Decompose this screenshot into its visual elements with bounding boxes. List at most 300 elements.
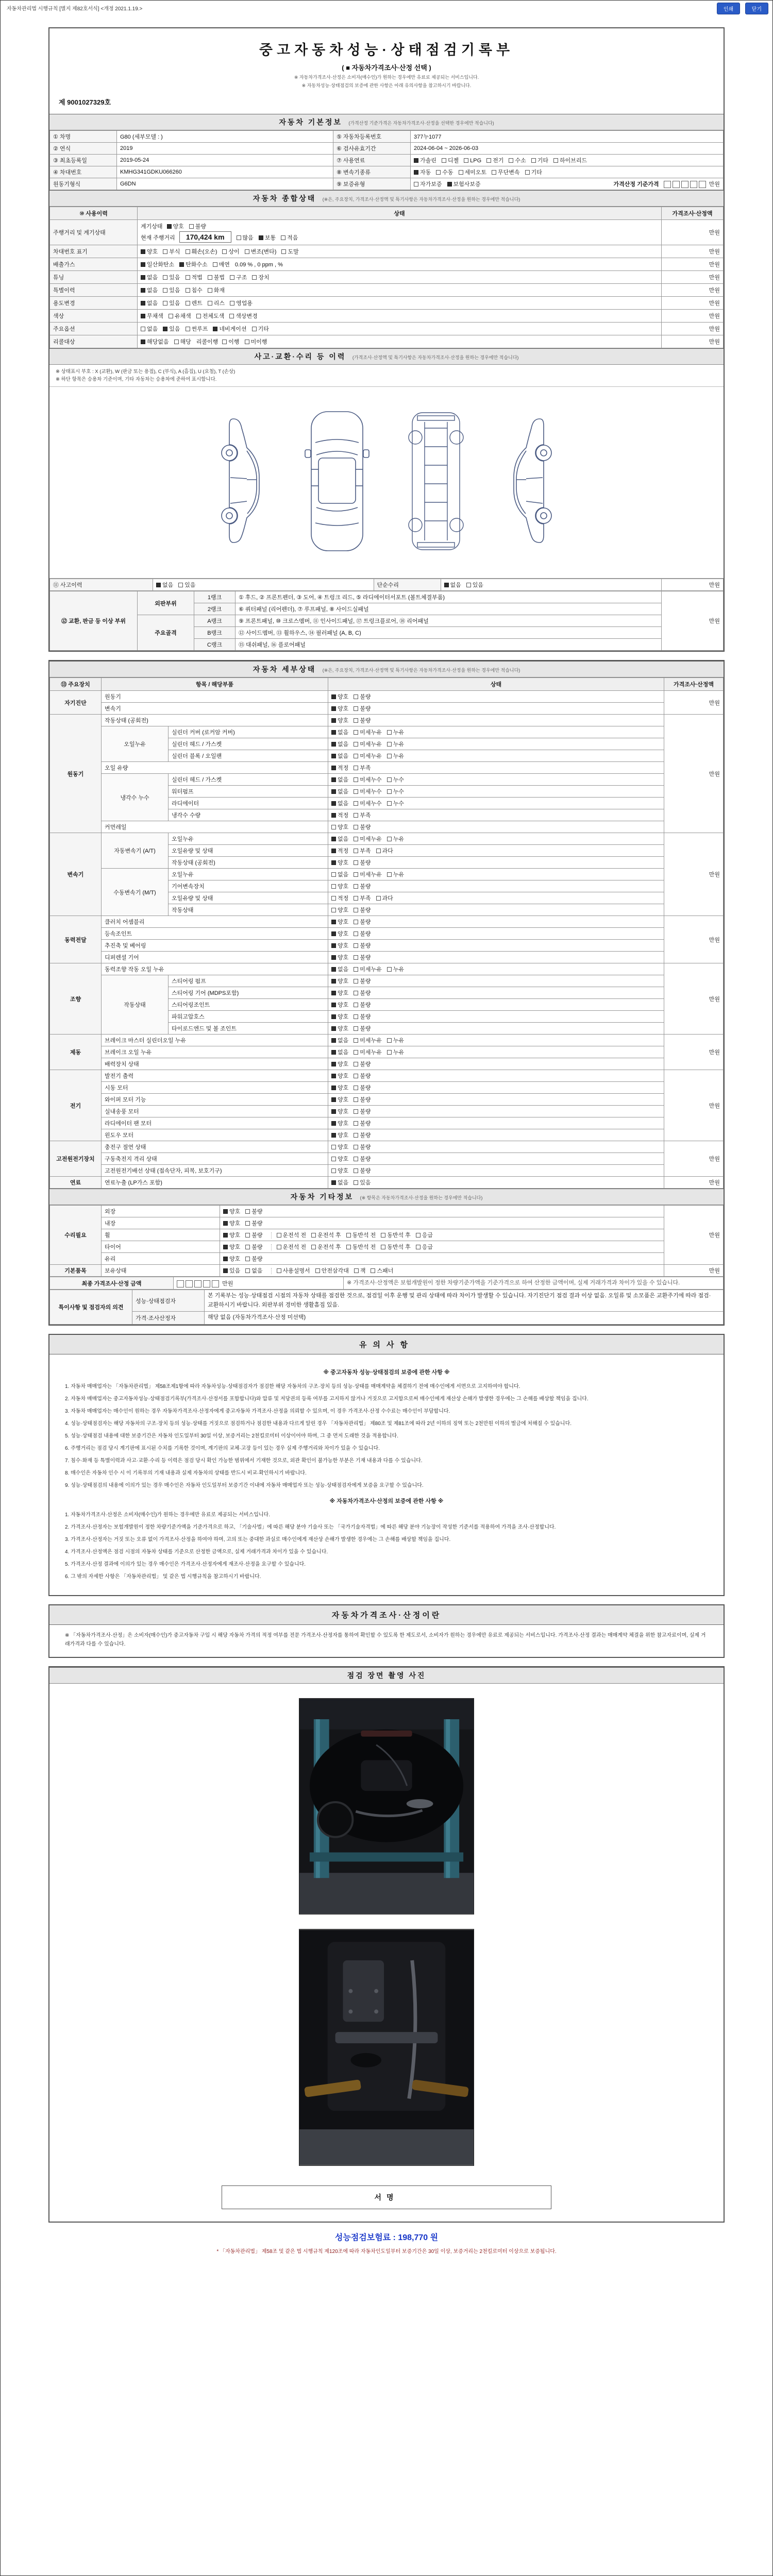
appraiser-label: 가격·조사산정자 xyxy=(132,1312,205,1325)
checkbox-label: 보통 xyxy=(264,235,276,242)
checkbox-option xyxy=(414,180,442,188)
state-column-header: 상태 xyxy=(138,207,662,220)
summary-state xyxy=(138,258,662,271)
checkbox-label: 미세누유 xyxy=(360,836,382,843)
checkbox-label: 불량 xyxy=(360,1073,371,1080)
checkbox-option xyxy=(331,1012,348,1021)
checkbox-label: 양호 xyxy=(338,1121,349,1127)
checkbox-option xyxy=(354,870,382,878)
checkbox-empty xyxy=(354,1003,358,1007)
price-digit-box xyxy=(699,181,706,188)
checkbox-label: 불량 xyxy=(360,1097,371,1104)
detail-state xyxy=(328,869,664,880)
checkbox-group xyxy=(141,287,186,294)
checkbox-label: 자동 xyxy=(420,170,431,176)
detail-state xyxy=(328,726,664,738)
checkbox-label: 불량 xyxy=(251,1244,263,1251)
checkbox-checked xyxy=(447,182,452,187)
checkbox-label: 불량 xyxy=(360,1014,371,1021)
checkbox-label: 썬루프 xyxy=(191,326,208,333)
inspector-label: 성능·상태점검자 xyxy=(132,1290,205,1311)
checkbox-option xyxy=(331,870,348,878)
checkbox-option xyxy=(186,286,203,294)
document-number: 제 9001027329호 xyxy=(59,98,111,106)
checkbox-empty xyxy=(354,694,358,699)
checkbox-option xyxy=(416,1231,433,1239)
checkbox-empty xyxy=(354,742,358,747)
checkbox-option xyxy=(553,156,587,164)
summary-state xyxy=(138,323,662,335)
detail-state xyxy=(328,703,664,715)
summary-item-label: 배출가스 xyxy=(50,258,138,271)
checkbox-label: 없음 xyxy=(338,777,349,784)
checkbox-empty xyxy=(222,249,227,254)
checkbox-label: 부족 xyxy=(360,895,371,902)
checkbox-checked xyxy=(223,1233,228,1238)
checkbox-empty xyxy=(354,967,358,972)
checkbox-checked xyxy=(331,789,336,794)
checkbox-empty xyxy=(387,730,392,735)
detail-state xyxy=(328,880,664,892)
checkbox-checked xyxy=(331,837,336,841)
checkbox-empty xyxy=(354,896,358,901)
checkbox-empty xyxy=(354,1145,358,1149)
rank-group-label: 외판부위 xyxy=(138,591,194,615)
checkbox-empty xyxy=(354,1157,358,1161)
checkbox-option xyxy=(245,247,277,256)
checkbox-empty xyxy=(354,706,358,711)
device-label: 조향 xyxy=(50,963,102,1035)
checkbox-group xyxy=(331,955,376,961)
item-column-header: 항목 / 해당부품 xyxy=(102,678,328,691)
detail-row xyxy=(50,762,724,774)
checkbox-group xyxy=(331,777,409,783)
checkbox-label: 양호 xyxy=(338,884,349,890)
checkbox-label: 전체도색 xyxy=(202,313,225,320)
signature-area xyxy=(222,2185,551,2209)
checkbox-empty xyxy=(141,327,145,331)
checkbox-option xyxy=(141,247,158,256)
checkbox-label: 불량 xyxy=(360,694,371,701)
price-digit-box xyxy=(212,1280,219,1287)
checkbox-option xyxy=(311,1231,341,1239)
state-line xyxy=(141,298,658,308)
checkbox-label: 응급 xyxy=(422,1232,433,1239)
checkbox-empty xyxy=(354,860,358,865)
checkbox-option xyxy=(466,581,483,589)
checkbox-option xyxy=(331,692,348,701)
checkbox-checked xyxy=(163,327,167,331)
checkbox-option xyxy=(223,1243,240,1251)
checkbox-label: 양호 xyxy=(338,943,349,950)
summary-item-label: 주요옵션 xyxy=(50,323,138,335)
final-price-label: 최종 가격조사·산정 금액 xyxy=(50,1277,174,1290)
checkbox-empty xyxy=(414,182,418,187)
section-accident-title: 사고·교환·수리 등 이력 xyxy=(254,352,346,361)
checkbox-label: 무단변속 xyxy=(498,170,520,176)
detail-state xyxy=(220,1253,664,1265)
checkbox-option xyxy=(331,835,348,843)
checkbox-empty xyxy=(354,1268,359,1273)
checkbox-label: 누유 xyxy=(393,741,405,748)
checkbox-option xyxy=(163,273,180,281)
extra-options xyxy=(271,1244,439,1250)
rank-label: 2랭크 xyxy=(194,603,236,615)
checkbox-label: 누수 xyxy=(393,777,405,784)
checkbox-checked xyxy=(331,1014,336,1019)
checkbox-option xyxy=(354,1072,371,1080)
notice-list-2 xyxy=(65,1511,708,1582)
checkbox-empty xyxy=(354,837,358,841)
checkbox-option xyxy=(331,953,348,961)
checkbox-label: 누유 xyxy=(393,1038,405,1044)
item-label: 변속기 xyxy=(102,703,328,715)
checkbox-group xyxy=(331,1156,376,1162)
checkbox-group xyxy=(223,1221,268,1227)
checkbox-label: 양호 xyxy=(338,907,349,914)
checkbox-option xyxy=(141,312,163,320)
base-price-label: 가격산정 기준가격 xyxy=(613,181,659,188)
checkbox-label: 양호 xyxy=(229,1232,241,1239)
item-label: 커먼레일 xyxy=(102,821,328,833)
warranty-options xyxy=(414,181,486,188)
detail-state xyxy=(328,762,664,774)
checkbox-label: 미세누유 xyxy=(360,1049,382,1056)
checkbox-group xyxy=(252,326,274,332)
checkbox-option xyxy=(442,156,459,164)
checkbox-label: 불량 xyxy=(360,1132,371,1139)
checkbox-label: 적정 xyxy=(338,812,349,819)
checkbox-option xyxy=(141,286,158,294)
checkbox-label: 불량 xyxy=(360,978,371,985)
checkbox-group xyxy=(331,872,409,878)
inspection-photos xyxy=(49,1684,724,2170)
item-label: 파워고압호스 xyxy=(169,1011,328,1023)
checkbox-checked xyxy=(167,224,172,229)
checkbox-group xyxy=(331,919,376,925)
checkbox-label: 스패너 xyxy=(377,1268,394,1275)
checkbox-option xyxy=(331,882,348,890)
checkbox-label: 구조 xyxy=(236,275,247,281)
checkbox-empty xyxy=(311,1245,316,1249)
checkbox-option xyxy=(331,728,348,736)
checkbox-checked xyxy=(141,249,145,254)
checkbox-option xyxy=(354,1083,371,1092)
checkbox-empty xyxy=(354,1062,358,1066)
detail-row xyxy=(50,1082,724,1094)
engine-type-value: G6DN xyxy=(117,178,333,190)
checkbox-checked xyxy=(331,979,336,984)
checkbox-option xyxy=(354,1178,371,1187)
state-text: 현재 주행거리 xyxy=(141,235,175,242)
checkbox-label: 동반석 전 xyxy=(352,1244,376,1251)
item-label: 라디에이터 xyxy=(169,798,328,809)
device-label: 전기 xyxy=(50,1070,102,1141)
checkbox-option xyxy=(354,1060,371,1068)
checkbox-checked xyxy=(223,1268,228,1273)
checkbox-label: 양호 xyxy=(338,978,349,985)
checkbox-checked xyxy=(141,301,145,306)
checkbox-label: 없음 xyxy=(147,275,158,281)
detail-state xyxy=(328,928,664,940)
detail-state xyxy=(328,1035,664,1046)
base-price-unit: 만원 xyxy=(709,181,720,188)
checkbox-empty xyxy=(354,955,358,960)
checkbox-label: 불량 xyxy=(360,718,371,724)
checkbox-label: 없음 xyxy=(338,801,349,807)
item-label: 워터펌프 xyxy=(169,786,328,798)
summary-item-label: 특별이력 xyxy=(50,284,138,297)
checkbox-label: 양호 xyxy=(338,919,349,926)
checkbox-option xyxy=(196,312,225,320)
checkbox-empty xyxy=(354,872,358,877)
checkbox-label: 미세누유 xyxy=(360,753,382,760)
checkbox-option xyxy=(245,1243,262,1251)
detail-row xyxy=(50,1265,724,1277)
final-price-table xyxy=(49,1277,724,1290)
checkbox-empty xyxy=(346,1233,351,1238)
checkbox-checked xyxy=(331,718,336,723)
device-label: 연료 xyxy=(50,1177,102,1189)
detail-row xyxy=(50,1094,724,1106)
item-label: 와이퍼 모터 기능 xyxy=(102,1094,328,1106)
checkbox-option xyxy=(331,1024,348,1032)
checkbox-option xyxy=(169,312,191,320)
detail-state xyxy=(220,1229,664,1241)
checkbox-label: 보험사보증 xyxy=(453,181,481,188)
checkbox-label: 누유 xyxy=(393,753,405,760)
checkbox-label: 가솔린 xyxy=(420,158,436,164)
checkbox-option xyxy=(331,1119,348,1127)
checkbox-empty xyxy=(281,235,285,240)
damage-code-legend xyxy=(49,365,724,387)
detail-state xyxy=(328,809,664,821)
detail-state xyxy=(328,952,664,963)
checkbox-label: 일산화탄소 xyxy=(147,262,175,268)
checkbox-empty xyxy=(387,1050,392,1055)
checkbox-option xyxy=(331,1001,348,1009)
item-label: 작동상태 (공회전) xyxy=(102,715,328,726)
checkbox-empty xyxy=(442,158,446,163)
detail-state xyxy=(328,738,664,750)
summary-row xyxy=(50,220,724,245)
item-label: 실린더 헤드 / 가스켓 xyxy=(169,774,328,786)
checkbox-empty xyxy=(354,979,358,984)
checkbox-empty xyxy=(387,837,392,841)
checkbox-option xyxy=(376,846,393,855)
checkbox-group xyxy=(331,1121,376,1127)
detail-state xyxy=(328,892,664,904)
checkbox-option xyxy=(354,941,371,950)
checkbox-option xyxy=(179,260,208,268)
notice-item: 3. 자동차 매매업자는 매수인이 원하는 경우 자동차가격조사·산정자에게 중고자동차 가격조사·산정을 의뢰할 수 있으며, 이 경우 가격조사·산정 수수료는 매수인이 부담합니다. xyxy=(65,1408,450,1414)
checkbox-option xyxy=(331,965,348,973)
price-cell: 만원 xyxy=(662,297,724,310)
item-label: 충전구 절연 상태 xyxy=(102,1141,328,1153)
checkbox-option xyxy=(354,1107,371,1115)
notice-item: 2. 가격조사·산정자는 보험개발원이 정한 차량기준가액을 기준가격으로 하고, 「기술사법」에 따른 해당 분야 기술사 또는 「국가기술자격법」에 따른 해당 분야 기능장이 작성한 기준서를 적용하여 가격을 조사·산정합니다. xyxy=(65,1524,556,1531)
inspection-photo-2 xyxy=(299,1929,474,2166)
checkbox-option xyxy=(354,894,371,902)
detail-state xyxy=(328,1106,664,1117)
notice-item: 7. 침수·화재 등 특별이력과 사고·교환·수리 등 이력은 점검 당시 확인 가능한 범위에서 기재한 것으로, 외관 확인이 불가능한 부분은 기재 내용과 다를 수 있습니다. xyxy=(65,1458,423,1464)
checkbox-option xyxy=(141,273,158,281)
title-block xyxy=(49,28,724,114)
section-detail-header xyxy=(49,661,724,677)
checkbox-empty xyxy=(354,1038,358,1043)
form-reference-note: 자동차관리법 시행규칙 [별지 제82호서식] <개정 2021.1.19.> xyxy=(7,6,143,12)
checkbox-empty xyxy=(245,249,249,254)
checkbox-label: 불량 xyxy=(360,1168,371,1175)
checkbox-checked xyxy=(179,262,184,267)
checkbox-group xyxy=(141,326,186,332)
detail-row xyxy=(50,1106,724,1117)
checkbox-group xyxy=(331,706,376,712)
checkbox-option xyxy=(245,1266,262,1275)
summary-state xyxy=(138,284,662,297)
checkbox-group xyxy=(331,1026,376,1032)
checkbox-label: 누유 xyxy=(393,730,405,736)
checkbox-empty xyxy=(252,275,257,280)
checkbox-empty xyxy=(252,327,257,331)
checkbox-option xyxy=(354,1155,371,1163)
checkbox-option xyxy=(245,1255,262,1263)
checkbox-label: 양호 xyxy=(338,1085,349,1092)
checkbox-label: 이행 xyxy=(228,339,240,346)
checkbox-empty xyxy=(245,1233,250,1238)
checkbox-option xyxy=(277,1243,307,1251)
detail-row xyxy=(50,1058,724,1070)
rank-parts: ⑫ 사이드멤버, ⑬ 휠하우스, ⑭ 필러패널 (A, B, C) xyxy=(236,627,662,639)
checkbox-label: 불량 xyxy=(360,931,371,938)
final-price-boxes xyxy=(177,1281,221,1287)
extra-options xyxy=(271,1268,399,1274)
checkbox-option xyxy=(354,823,371,831)
checkbox-label: 미세누유 xyxy=(360,967,382,973)
checkbox-empty xyxy=(354,1121,358,1126)
checkbox-group xyxy=(222,339,272,345)
item-label: 오일 유량 xyxy=(102,762,328,774)
checkbox-label: 불량 xyxy=(360,1026,371,1032)
notice-item: 1. 자동차가격조사·산정은 소비자(매수인)가 원하는 경우에만 유료로 제공되는 서비스입니다. xyxy=(65,1512,270,1518)
checkbox-option xyxy=(387,870,404,878)
checkbox-option xyxy=(387,787,404,795)
checkbox-checked xyxy=(331,694,336,699)
checkbox-option xyxy=(354,752,382,760)
checkbox-empty xyxy=(174,340,179,344)
close-button[interactable]: 닫기 xyxy=(745,3,768,14)
checkbox-empty xyxy=(354,801,358,806)
checkbox-option xyxy=(376,894,393,902)
checkbox-empty xyxy=(354,884,358,889)
item-label: 실린더 블록 / 오일팬 xyxy=(169,750,328,762)
checkbox-group xyxy=(156,582,201,588)
state-text: 계기상태 xyxy=(141,224,163,230)
checkbox-empty xyxy=(208,275,212,280)
checkbox-option xyxy=(163,325,180,333)
checkbox-checked xyxy=(331,706,336,711)
notice-intro: ※ 중고자동차 성능·상태점검의 보증에 관한 사항 ※ xyxy=(323,1369,450,1376)
checkbox-label: 양호 xyxy=(229,1244,241,1251)
notice-item: 3. 가격조사·산정자는 거짓 또는 오류 없이 가격조사·산정을 하여야 하며, 고의 또는 중대한 과실로 매수인에게 재산상 손해가 발생한 경우에는 그 손해를 배상할 책임을 집니다. xyxy=(65,1537,451,1543)
checkbox-label: 양호 xyxy=(229,1221,241,1227)
summary-row xyxy=(50,258,724,271)
detail-state xyxy=(328,975,664,987)
checkbox-empty xyxy=(354,1097,358,1102)
summary-item-label: 주행거리 및 계기상태 xyxy=(50,220,138,245)
checkbox-option xyxy=(354,764,371,772)
checkbox-option xyxy=(252,273,269,281)
detail-row xyxy=(50,963,724,975)
checkbox-label: 불량 xyxy=(360,706,371,713)
checkbox-option xyxy=(387,728,404,736)
checkbox-option xyxy=(229,312,258,320)
checkbox-empty xyxy=(163,301,167,306)
summary-item-label: 차대번호 표기 xyxy=(50,245,138,258)
etc-info-table xyxy=(49,1205,724,1277)
checkbox-group xyxy=(331,730,409,736)
checkbox-empty xyxy=(213,262,217,267)
item-label: 구동축전지 격리 상태 xyxy=(102,1153,328,1165)
checkbox-group xyxy=(331,931,376,937)
price-digit-box xyxy=(681,181,688,188)
section-etc-title: 자동차 기타정보 xyxy=(290,1193,354,1201)
detail-state xyxy=(328,715,664,726)
print-button[interactable]: 인쇄 xyxy=(717,3,740,14)
checkbox-label: 없음 xyxy=(338,789,349,795)
checkbox-empty xyxy=(354,908,358,912)
checkbox-checked xyxy=(331,742,336,747)
item-label: 오일유량 및 상태 xyxy=(169,845,328,857)
checkbox-label: 영업용 xyxy=(236,300,253,307)
device-label: 동력전달 xyxy=(50,916,102,963)
checkbox-option xyxy=(354,929,371,938)
summary-item-label: 튜닝 xyxy=(50,271,138,284)
checkbox-empty xyxy=(387,801,392,806)
item-label: 타이로드엔드 및 볼 조인트 xyxy=(169,1023,328,1035)
checkbox-option xyxy=(331,823,348,831)
checkbox-label: 미세누수 xyxy=(360,777,382,784)
subgroup-label: 오일누유 xyxy=(102,726,169,762)
detail-state xyxy=(220,1206,664,1217)
checkbox-option xyxy=(354,1119,371,1127)
vin-label: ④ 차대번호 xyxy=(50,166,117,178)
checkbox-label: 양호 xyxy=(338,1109,349,1115)
detail-state xyxy=(328,1011,664,1023)
checkbox-label: 누유 xyxy=(393,836,405,843)
price-digit-box xyxy=(690,181,697,188)
state-text: 0.09 % , 0 ppm , % xyxy=(234,262,283,268)
checkbox-label: 적정 xyxy=(338,765,349,772)
checkbox-label: 양호 xyxy=(338,1168,349,1175)
checkbox-label: 불량 xyxy=(251,1209,263,1215)
checkbox-label: 전기 xyxy=(493,158,504,164)
notice-mid-heading: ※ 자동차가격조사·산정의 보증에 관한 사항 ※ xyxy=(329,1498,444,1504)
inspector-comment: 본 기록부는 성능·상태점검 시점의 자동차 상태를 점검한 것으로, 점검일 이후 운행 및 관리 상태에 따라 차이가 발생할 수 있습니다. 자기진단기 점검 결과 이상 없음. 오일류 및 소모품은 교환주기에 따라 점검·교환하시기 바랍니다. 외판부위 경미한 생활흠집 있음. xyxy=(205,1290,724,1311)
section-etc-note: (※ 항목은 자동차가격조사·산정을 원하는 경우에만 적습니다) xyxy=(360,1195,483,1201)
checkbox-option xyxy=(208,286,225,294)
price-digit-box xyxy=(664,181,671,188)
checkbox-group xyxy=(277,1232,439,1239)
detail-row xyxy=(50,833,724,845)
rank-parts: ⑨ 프론트패널, ⑩ 크로스멤버, ⑪ 인사이드패널, ⑰ 트렁크플로어, ⑱ 리어패널 xyxy=(236,615,662,627)
checkbox-label: 누유 xyxy=(393,872,405,878)
checkbox-label: 없음 xyxy=(147,326,158,333)
checkbox-option xyxy=(331,1048,348,1056)
checkbox-label: 탄화수소 xyxy=(186,262,208,268)
reg-no-value: 377누1077 xyxy=(411,131,724,143)
checkbox-option xyxy=(331,1178,348,1187)
